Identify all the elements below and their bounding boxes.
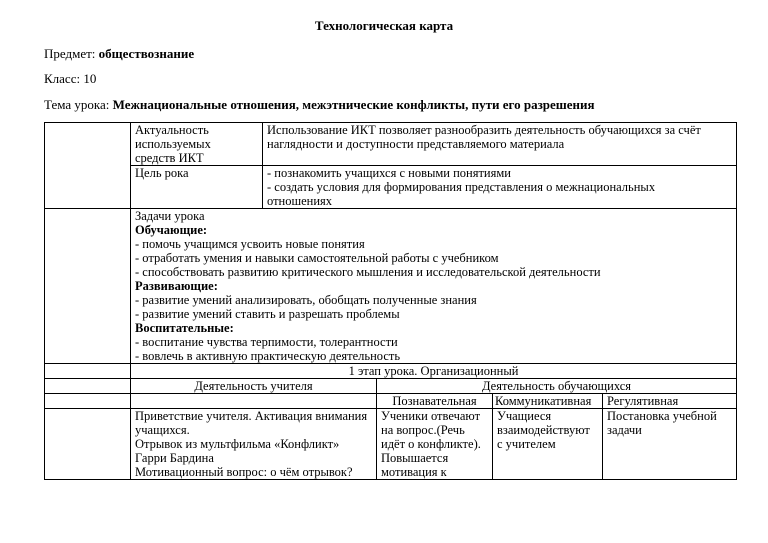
goal-row (45, 166, 737, 209)
cognitive-cell (377, 409, 493, 480)
teacher-activity-text: Приветствие учителя. Активация внимания (135, 409, 368, 423)
relevance-text-cell (263, 123, 737, 166)
regulative-text: задачи (607, 423, 642, 437)
grade-value: 10 (83, 71, 97, 86)
left-blank-cell (45, 123, 131, 209)
grade-line (44, 71, 96, 87)
activity-subheader-row (45, 394, 737, 409)
tasks-group-title: Развивающие: (135, 279, 218, 293)
lesson-plan-table (44, 122, 737, 480)
cognitive-text: идёт о конфликте). (381, 437, 481, 451)
relevance-text: наглядности и доступности представляемого материала (267, 137, 565, 151)
subject-value: обществознание (98, 46, 195, 61)
student-activity-header: Деятельность обучающихся (377, 379, 737, 394)
communicative-header: Коммуникативная (493, 394, 603, 409)
cognitive-text: Ученики отвечают (381, 409, 481, 423)
teacher-activity-header: Деятельность учителя (131, 379, 377, 394)
stage-title: 1 этап урока. Организационный (131, 364, 737, 379)
communicative-text: взаимодействуют (497, 423, 590, 437)
activity-content-row (45, 409, 737, 480)
tasks-row (45, 209, 737, 364)
tasks-item: - отработать умения и навыки самостоятельной работы с учебником (135, 251, 499, 265)
subject-line (44, 46, 194, 62)
grade-label: Класс: (44, 71, 84, 86)
teacher-activity-text: Мотивационный вопрос: о чём отрывок? (135, 465, 353, 479)
activity-blank-cell (45, 379, 131, 394)
communicative-text: с учителем (497, 437, 556, 451)
goal-text: - создать условия для формирования представления о межнациональных (267, 180, 656, 194)
regulative-cell (603, 409, 737, 480)
stage-row (45, 364, 737, 379)
regulative-text: Постановка учебной (607, 409, 717, 423)
communicative-text: Учащиеся (497, 409, 552, 423)
tasks-cell (131, 209, 737, 364)
goal-text-cell (263, 166, 737, 209)
cognitive-text: мотивация к (381, 465, 447, 479)
content-blank-cell (45, 409, 131, 480)
tasks-group-title: Обучающие: (135, 223, 208, 237)
cognitive-text: Повышается (381, 451, 449, 465)
topic-value: Межнациональные отношения, межэтнические конфликты, пути его разрешения (112, 97, 595, 112)
relevance-row (45, 123, 737, 166)
activity-header-row (45, 379, 737, 394)
subheader-blank-cell (45, 394, 131, 409)
subject-label: Предмет: (44, 46, 99, 61)
communicative-cell (493, 409, 603, 480)
cognitive-text: на вопрос.(Речь (381, 423, 465, 437)
goal-text: - познакомить учащихся с новыми понятиями (267, 166, 511, 180)
relevance-label-cell (131, 123, 263, 166)
topic-line (44, 97, 595, 113)
teacher-activity-text: Гарри Бардина (135, 451, 214, 465)
goal-label-cell (131, 166, 263, 209)
tasks-blank-cell (45, 209, 131, 364)
teacher-activity-text: учащихся. (135, 423, 190, 437)
tasks-item: - развитие умений ставить и разрешать проблемы (135, 307, 400, 321)
relevance-label: средств ИКТ (135, 151, 204, 165)
tasks-group-title: Воспитательные: (135, 321, 234, 335)
relevance-text: Использование ИКТ позволяет разнообразить деятельность обучающихся за счёт (267, 123, 701, 137)
tasks-item: - способствовать развитию критического мышления и исследовательской деятельности (135, 265, 601, 279)
relevance-label: Актуальность (135, 123, 209, 137)
teacher-activity-text: Отрывок из мультфильма «Конфликт» (135, 437, 340, 451)
tasks-heading: Задачи урока (135, 209, 205, 223)
goal-label: Цель рока (135, 166, 189, 180)
goal-text: отношениях (267, 194, 333, 208)
tasks-item: - развитие умений анализировать, обобщать полученные знания (135, 293, 477, 307)
teacher-subheader-blank (131, 394, 377, 409)
document-title: Технологическая карта (314, 18, 454, 33)
teacher-activity-cell (131, 409, 377, 480)
regulative-header: Регулятивная (603, 394, 737, 409)
stage-blank-cell (45, 364, 131, 379)
topic-label: Тема урока: (44, 97, 113, 112)
tasks-item: - вовлечь в активную практическую деятельность (135, 349, 401, 363)
relevance-label: используемых (135, 137, 211, 151)
tasks-item: - помочь учащимся усвоить новые понятия (135, 237, 365, 251)
tasks-item: - воспитание чувства терпимости, толерантности (135, 335, 398, 349)
cognitive-header: Познавательная (377, 394, 493, 409)
